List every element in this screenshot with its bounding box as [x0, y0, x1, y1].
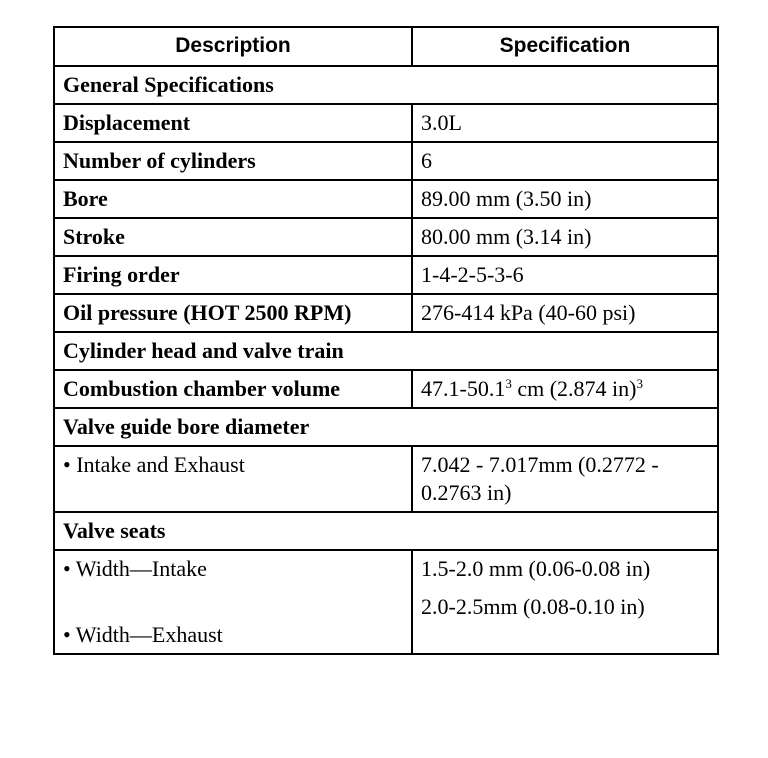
combustion-value-a: 47.1-50.1 — [421, 376, 506, 401]
row-label-stroke: Stroke — [54, 218, 412, 256]
section-valve-seats: Valve seats — [54, 512, 718, 550]
row-label-width-exhaust: • Width—Exhaust — [63, 622, 223, 647]
row-value-width-cell — [412, 550, 718, 654]
header-description: Description — [54, 27, 412, 66]
row-label-oil-pressure: Oil pressure (HOT 2500 RPM) — [54, 294, 412, 332]
row-value-width-intake: 1.5-2.0 mm (0.06-0.08 in) — [421, 556, 651, 581]
row-label-bore: Bore — [54, 180, 412, 218]
table-row — [54, 180, 718, 218]
row-label-displacement: Displacement — [54, 104, 412, 142]
section-row-valve-guide — [54, 408, 718, 446]
combustion-sup-2: 3 — [636, 376, 643, 391]
row-value-width-exhaust: 2.0-2.5mm (0.08-0.10 in) — [421, 594, 645, 619]
header-row — [54, 27, 718, 66]
combustion-value-b: cm (2.874 in) — [511, 376, 637, 401]
table-row — [54, 446, 718, 512]
section-cylinder-head: Cylinder head and valve train — [54, 332, 718, 370]
row-label-width-intake: • Width—Intake — [63, 556, 207, 581]
row-value-displacement: 3.0L — [412, 104, 718, 142]
row-label-firing-order: Firing order — [54, 256, 412, 294]
section-general: General Specifications — [54, 66, 718, 104]
table-row — [54, 104, 718, 142]
combustion-sup-1: 3 — [505, 376, 512, 391]
row-value-bore: 89.00 mm (3.50 in) — [412, 180, 718, 218]
row-value-cylinders: 6 — [412, 142, 718, 180]
table-row — [54, 294, 718, 332]
row-value-firing-order: 1-4-2-5-3-6 — [412, 256, 718, 294]
row-spacer — [63, 583, 403, 621]
row-label-combustion: Combustion chamber volume — [54, 370, 412, 408]
table-row — [54, 370, 718, 408]
row-value-intake-exhaust: 7.042 - 7.017mm (0.2772 - 0.2763 in) — [412, 446, 718, 512]
table-row — [54, 550, 718, 654]
row-value-stroke: 80.00 mm (3.14 in) — [412, 218, 718, 256]
section-row-cylinder-head — [54, 332, 718, 370]
row-value-combustion — [412, 370, 718, 408]
table-row — [54, 142, 718, 180]
row-value-oil-pressure: 276-414 kPa (40-60 psi) — [412, 294, 718, 332]
table-row — [54, 256, 718, 294]
row-label-intake-exhaust: • Intake and Exhaust — [54, 446, 412, 512]
header-specification: Specification — [412, 27, 718, 66]
row-label-cylinders: Number of cylinders — [54, 142, 412, 180]
section-valve-guide: Valve guide bore diameter — [54, 408, 718, 446]
row-label-width-cell — [54, 550, 412, 654]
specification-table — [53, 26, 719, 655]
row-spacer — [421, 583, 709, 593]
table-row — [54, 218, 718, 256]
section-row-valve-seats — [54, 512, 718, 550]
section-row-general — [54, 66, 718, 104]
